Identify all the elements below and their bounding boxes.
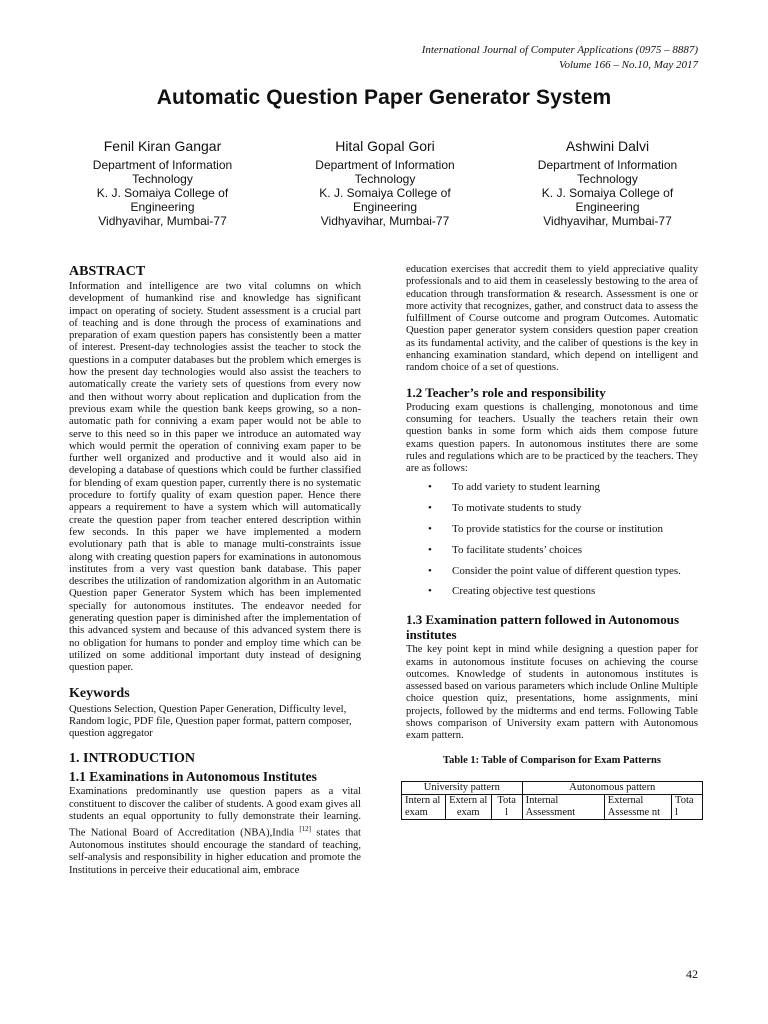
list-item [406,481,698,502]
keywords-text: Questions Selection, Question Paper Generation, Difficulty level, Random logic, PDF file, Question paper format, pattern composer, question aggregator [69,703,352,740]
table-cell: Internal Assessment [522,794,604,819]
bullet-icon: • [428,543,432,556]
citation-ref: [12] [299,825,311,834]
author-affiliation [283,158,488,228]
list-item [406,565,698,586]
bullet-list [406,481,698,606]
table-cell: Tota l [491,794,522,819]
journal-name: International Journal of Computer Applications (0975 – 8887) [421,44,698,56]
table-header-cell: University pattern [402,781,523,794]
affiliation-line: Department of Information [315,158,455,172]
left-column [69,264,361,877]
affiliation-line: Vidhyavihar, Mumbai-77 [543,214,672,228]
author-affiliation [505,158,710,228]
bullet-icon: • [428,502,432,515]
list-item-text: Consider the point value of different question types. [452,564,681,577]
right-column [406,264,698,820]
keywords-heading: Keywords [69,685,130,701]
affiliation-line: Technology [132,172,193,186]
abstract-heading: ABSTRACT [69,264,146,279]
author-affiliation [60,158,265,228]
abstract-text: Information and intelligence are two vital columns on which development of humankind rise and knowledge has significant impact on operating of society. Student assessment is a crucial part of teaching and is done through the process of examinations and preparation of exam question papers has consistently been a matter of interest. Present-day technologies assist the teacher to stock the questions in a computer databases but the problem which emerges is how the present day technologies would also assist the teachers to automatically create the variety sets of questions from every now and then without worry about replication and duplication from the previous exam while the question bank keeps growing, so a non-automatic path for conniving a exam paper would not be able to serve to this need so in this paper we introduce an automated way which would permit the operation of conniving exam paper to be further well organized and productive and it would also aid in developing a database of questions which could be further classified for blending of exam question paper, currently there is no systematic procedure to fortify quality of exam question paper. Hence there appears a requirement to have a system which will automatically create the question paper from teacher entered description within few seconds. In this paper we have implemented a modern evolutionary path that is able to manage multi-constraints issue along with creating question papers for examinations in autonomous institutes from a very vast question bank database. This paper describes the utilization of randomization algorithm in an Automatic Question paper Generator System which has been implemented specially for autonomous institutes. The endeavor needed for generating question paper is diminished after the implementation of this advanced system and because of this advanced system there is no obligation for humans to ponder and employ time which can be utilized on some additional important duty instead of designing question paper. [69,281,361,674]
affiliation-line: K. J. Somaiya College of [96,186,229,200]
affiliation-line: Engineering [352,200,418,214]
affiliation-line: Vidhyavihar, Mumbai-77 [320,214,450,228]
intro-text [69,786,361,877]
affiliation-line: Technology [577,172,638,186]
journal-header [422,43,698,73]
section-1-2-text: Producing exam questions is challenging, monotonous and time consuming for teachers. Usually the teachers retain their own question banks in some form which aids them compose future exams question papers. In autonomous institutes there are some rules and regulations which are to be practiced by the teachers. They are as follows: [406,401,698,475]
affiliation-line: Technology [354,172,416,186]
introduction-heading: 1. INTRODUCTION [69,751,196,767]
author-block [505,138,710,228]
paper-title: Automatic Question Paper Generator System [156,86,612,109]
list-item-text: Creating objective test questions [452,585,596,598]
list-item-text: To add variety to student learning [452,481,600,494]
author-name: Hital Gopal Gori [335,138,435,154]
list-item [406,585,698,606]
affiliation-line: Department of Information [537,158,678,172]
page-number: 42 [686,967,698,981]
list-item [406,523,698,544]
author-name: Fenil Kiran Gangar [103,138,222,154]
affiliation-line: Engineering [130,200,195,214]
author-block [283,138,488,228]
affiliation-line: K. J. Somaiya College of [541,186,674,200]
continued-text: education exercises that accredit them to yield appreciative quality professionals and to aid them in ceaselessly bestowing to the area of education through transformation & research. Assessment is one or more activity that recognizes, gather, and construct data to assess the fulfillment of Course outcome and program Outcomes. Automatic Question paper generator system considers question paper creation as its fundamental activity, and the caliber of questions is the key in enhancing examination standard, which depend on intelligent and random choice of a set of questions. [406,264,698,374]
bullet-icon: • [428,585,432,598]
intro-text-part: Examinations predominantly use question papers as a vital constituent to discover the caliber of students. A good exam gives all students an equal opportunity to fully demonstrate their learning. The National Board of Accreditation (NBA),India [69,786,361,839]
affiliation-line: Department of Information [92,158,233,172]
table-cell: Tota l [672,794,703,819]
section-1-3-heading: 1.3 Examination pattern followed in Autonomous institutes [406,612,680,643]
affiliation-line: Engineering [575,200,640,214]
table-cell: External Assessme nt [604,794,671,819]
section-1-1-heading: 1.1 Examinations in Autonomous Institutes [69,769,317,785]
bullet-icon: • [428,564,432,577]
intro-text-part: states that Autonomous institutes should encourage the standard of teaching, self-analysis and responsibility in higher education and promote the Institutions in perceive their educational aim, embrace [69,827,361,876]
table-header-cell: Autonomous pattern [522,781,702,794]
list-item [406,544,698,565]
table-cell: Intern al exam [402,794,446,819]
section-1-3-text: The key point kept in mind while designing a question paper for exams in autonomous institute focuses on achieving the course outcomes. Knowledge of students in autonomous institutes is assessed based on various parameters which include Online Multiple choice question quiz, presentations, home assignments, mini projects, followed by the midterms and end terms. Following Table shows comparison of University exam pattern with Autonomous exam pattern. [406,644,698,742]
table-row [402,781,703,794]
affiliation-line: Vidhyavihar, Mumbai-77 [98,214,227,228]
bullet-icon: • [428,523,432,536]
affiliation-line: K. J. Somaiya College of [319,186,451,200]
author-name: Ashwini Dalvi [565,138,650,154]
table-cell: Extern al exam [445,794,491,819]
bullet-icon: • [428,481,432,494]
journal-volume: Volume 166 – No.10, May 2017 [558,59,698,71]
table-row [402,794,703,819]
author-list [60,138,710,228]
list-item-text: To facilitate students’ choices [452,543,583,556]
list-item-text: To motivate students to study [452,502,582,515]
list-item [406,502,698,523]
comparison-table [401,781,703,820]
list-item-text: To provide statistics for the course or institution [452,523,663,536]
author-block [60,138,265,228]
table-caption: Table 1: Table of Comparison for Exam Patterns [443,754,661,766]
section-1-2-heading: 1.2 Teacher’s role and responsibility [406,384,606,400]
